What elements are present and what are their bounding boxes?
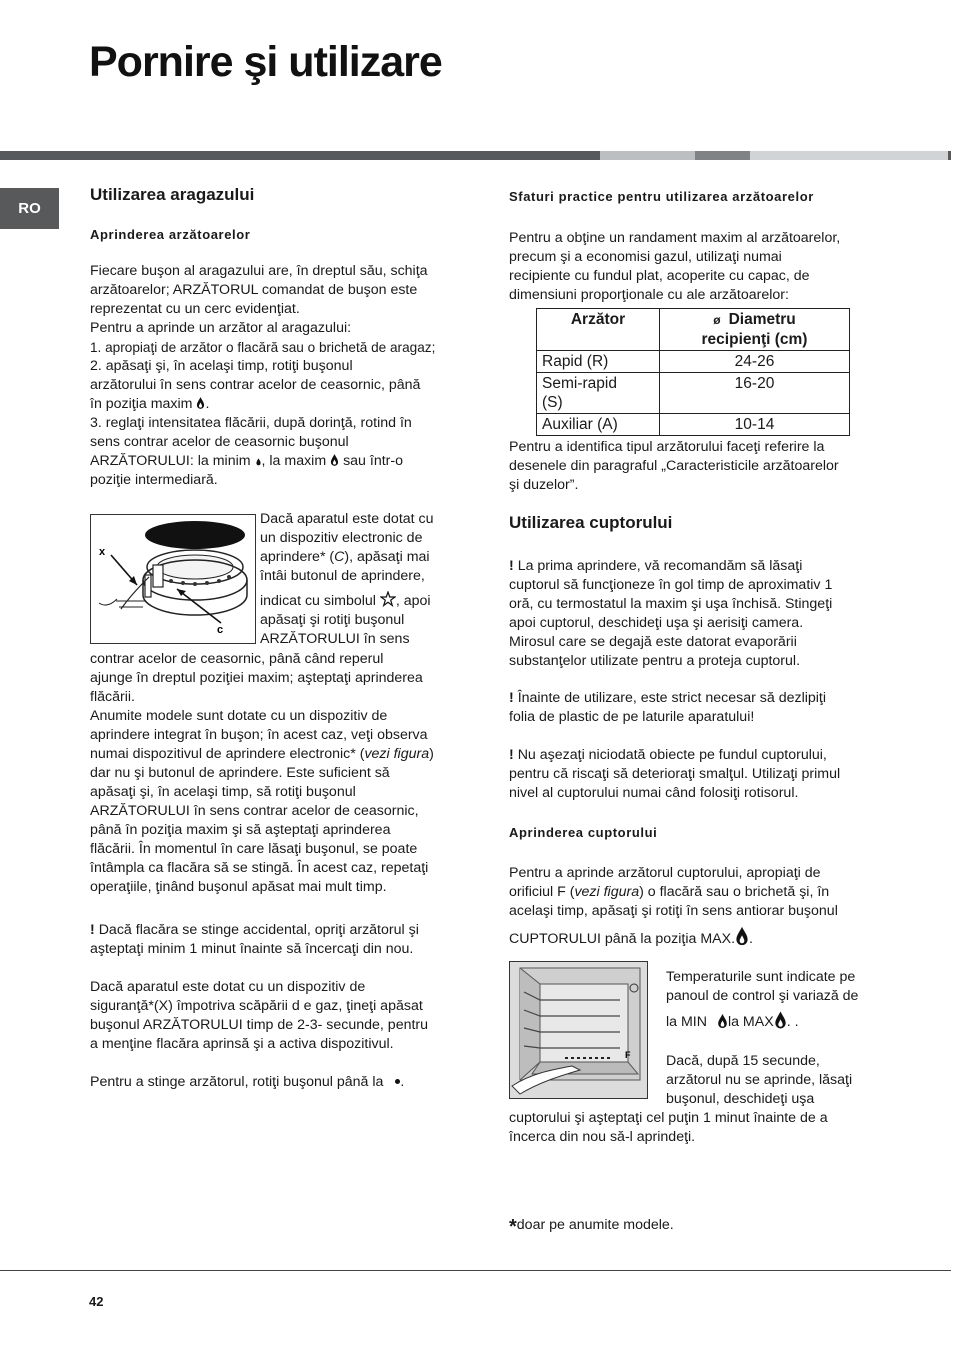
- flame-min-icon: [717, 1014, 728, 1028]
- flame-max-icon: [774, 1011, 787, 1029]
- text-line: arzătorului în sens contrar acelor de ceasornic, până: [90, 377, 421, 393]
- text-span: recipienţi (cm): [701, 331, 808, 348]
- text-span: Nu aşezaţi niciodată obiecte pe fundul cuptorului,: [517, 747, 827, 763]
- table-cell-diameter: 24-26: [660, 351, 850, 373]
- header-bar-light-2: [750, 151, 948, 160]
- tips-paragraph: [509, 229, 889, 305]
- temperature-text: [666, 968, 891, 1032]
- warning-mark: !: [509, 690, 514, 706]
- text-line: în poziţia maxim .: [90, 396, 210, 412]
- text-line: 2. apăsaţi şi, în acelaşi timp, rotiţi buşonul: [90, 358, 353, 374]
- subheading-burner-ignition: Aprinderea arzătoarelor: [90, 227, 251, 242]
- text-line: apoi cuptorul, deschideţi uşa şi aerisiţi camera.: [509, 615, 804, 631]
- text-span: Dacă flacăra se stinge accidental, opriţi arzătorul şi: [98, 922, 419, 938]
- text-line: un dispozitiv electronic de: [260, 530, 423, 546]
- section-heading-hob: Utilizarea aragazului: [90, 185, 255, 204]
- text-line: flăcării.: [90, 689, 135, 705]
- text-line: reprezentat cu un cerc evidenţiat.: [90, 301, 300, 317]
- text-line: [90, 745, 465, 764]
- text-line: [666, 1011, 891, 1032]
- text-line: flăcării. În momentul în care lăsaţi buşonul, se poate: [90, 841, 418, 857]
- text-span: ), apăsaţi mai: [344, 549, 430, 565]
- text-line: ajunge în dreptul poziţiei maxim; aşteptaţi aprinderea: [90, 670, 423, 686]
- header-bar-light-1: [600, 151, 695, 160]
- text-span: . .: [786, 1014, 799, 1030]
- warning-mark: !: [509, 558, 514, 574]
- table-cell-burner: Auxiliar (A): [537, 414, 660, 436]
- text-line: ARZĂTORULUI în sens contrar acelor de ceasornic,: [90, 803, 419, 819]
- text-line: Pentru a aprinde un arzător al aragazului:: [90, 320, 352, 336]
- table-cell-burner: [537, 373, 660, 414]
- text-span: CUPTORULUI până la poziţia MAX.: [509, 931, 736, 947]
- warning-oven-bottom: [509, 746, 889, 803]
- text-line: panoul de control şi variază de: [666, 988, 859, 1004]
- text-line: până în poziţia maxim şi să aşteptaţi aprinderea: [90, 822, 391, 838]
- page-title: Pornire şi utilizare: [89, 38, 442, 86]
- text-line: [509, 883, 889, 902]
- text-line: Mirosul care se degajă este datorat evaporării: [509, 634, 797, 650]
- text-line: Dacă aparatul este dotat cu: [260, 511, 434, 527]
- text-line: arzătoarelor; ARZĂTORUL comandat de buşon este: [90, 282, 418, 298]
- text-line: nivel al cuptorului numai când folosiţi rotisorul.: [509, 785, 799, 801]
- text-line: [90, 452, 465, 471]
- text-line: [260, 591, 465, 611]
- turn-off-paragraph: Pentru a stinge arzătorul, rotiţi buşonul până la .: [90, 1074, 405, 1090]
- text-span: vezi figura: [364, 746, 430, 762]
- integrated-ignition-paragraph: [90, 650, 465, 897]
- oven-illustration: [510, 962, 647, 1098]
- text-span: numai dispozitivul de aprindere electronic* (: [90, 746, 365, 762]
- text-span: la MIN: [666, 1014, 707, 1030]
- text-line: oră, cu termostatul la maxim şi uşa închisă. Stingeţi: [509, 596, 833, 612]
- section-heading-oven: Utilizarea cuptorului: [509, 513, 673, 532]
- text-line: şi duzelor”.: [509, 477, 579, 493]
- flame-max-icon: [196, 397, 205, 409]
- text-span: sau într-o: [343, 453, 403, 469]
- text-line: dar nu şi butonul de aprindere. Este suficient să: [90, 765, 390, 781]
- text-line: sens contrar acelor de ceasornic buşonul: [90, 434, 349, 450]
- warning-mark: !: [509, 747, 514, 763]
- text-line: contrar acelor de ceasornic, până când reperul: [90, 651, 384, 667]
- language-badge: RO: [0, 188, 59, 229]
- text-line: folia de plastic de pe laturile aparatului!: [509, 709, 755, 725]
- text-line: poziţie intermediară.: [90, 472, 218, 488]
- text-line: Dacă aparatul este dotat cu un dispozitiv de: [90, 979, 366, 995]
- text-line: CUPTORULUI până la poziţia MAX. .: [509, 926, 889, 949]
- warning-plastic-film: [509, 689, 889, 727]
- footnote: [509, 1216, 674, 1237]
- text-span: la MAX: [727, 1014, 774, 1030]
- column-header-burner: Arzător: [537, 309, 660, 351]
- footer-rule: [0, 1270, 951, 1271]
- identify-burner-paragraph: [509, 438, 889, 495]
- text-span: indicat cu simbolul: [260, 593, 376, 609]
- text-line: a menţine flacăra aprinsă şi a activa dispozitivul.: [90, 1036, 394, 1052]
- retry-text-lower: [509, 1109, 889, 1147]
- text-span: (S): [542, 394, 563, 411]
- text-line: siguranţă*(X) împotriva scăpării d e gaz, ţineţi apăsat: [90, 998, 423, 1014]
- text-line: recipiente cu fundul plat, acoperite cu capac, de: [509, 268, 810, 284]
- footnote-text: doar pe anumite modele.: [516, 1217, 674, 1233]
- flame-max-icon: [330, 454, 339, 466]
- spark-star-icon: [380, 591, 396, 607]
- page-number: 42: [89, 1294, 104, 1309]
- burner-ignition-figure: [90, 514, 256, 644]
- text-line: 1. apropiaţi de arzător o flacără sau o brichetă de aragaz;: [90, 340, 436, 355]
- table-cell-burner: Rapid (R): [537, 351, 660, 373]
- header-bar-mid: [695, 151, 750, 160]
- text-span: vezi figura: [574, 884, 640, 900]
- warning-mark: !: [90, 922, 95, 938]
- text-span: Pentru a stinge arzătorul, rotiţi buşonul până la: [90, 1074, 384, 1090]
- text-line: Pentru a aprinde arzătorul cuptorului, apropiaţi de: [509, 865, 821, 881]
- text-line: ARZĂTORULUI în sens: [260, 631, 410, 647]
- text-line: desenele din paragraful „Caracteristicile arzătoarelor: [509, 458, 839, 474]
- text-line: aşteptaţi minim 1 minut înainte să încercaţi din nou.: [90, 941, 414, 957]
- oven-ignition-figure: [509, 961, 648, 1099]
- text-line: Fiecare buşon al aragazului are, în dreptul său, schiţa: [90, 263, 428, 279]
- text-line: dimensiuni proporţionale cu ale arzătoarelor:: [509, 287, 789, 303]
- text-line: substanţelor utilizate pentru a proteja cuptorul.: [509, 653, 801, 669]
- burner-diameter-table: [536, 308, 850, 436]
- text-line: întâmpla ca flacăra să se stingă. În acest caz, repetaţi: [90, 860, 429, 876]
- text-span: aprindere* (: [260, 549, 335, 565]
- burner-illustration: [91, 515, 255, 643]
- text-line: [509, 746, 889, 765]
- text-line: buşonul, deschideţi uşa: [666, 1091, 815, 1107]
- text-line: cuptorul să funcţioneze în gol timp de aproximativ 1: [509, 577, 833, 593]
- flame-min-icon: [255, 457, 262, 466]
- header-bar-dark: [0, 151, 600, 160]
- text-line: precum şi a economisi gazul, utilizaţi numai: [509, 249, 782, 265]
- text-span: Diametru: [728, 311, 796, 328]
- text-span: Semi-rapid: [542, 375, 617, 392]
- text-line: acelaşi timp, apăsaţi şi rotiţi în sens antiorar buşonul: [509, 903, 838, 919]
- table-row: [537, 373, 850, 414]
- text-line: 3. reglaţi intensitatea flăcării, după dorinţă, rotind în: [90, 415, 412, 431]
- text-span: ): [429, 746, 434, 762]
- figure-label-c: c: [217, 624, 224, 636]
- text-line: Anumite modele sunt dotate cu un dispozitiv de: [90, 708, 388, 724]
- table-cell-diameter: 10-14: [660, 414, 850, 436]
- warning-first-use: [509, 557, 889, 671]
- footnote-star: *: [509, 1216, 517, 1238]
- column-header-diameter: [660, 309, 850, 351]
- warning-flame-out: [90, 921, 465, 959]
- text-span: orificiul F (: [509, 884, 575, 900]
- table-header-row: [537, 309, 850, 351]
- figure-label-x: x: [99, 546, 106, 558]
- text-line: apăsaţi şi, în acelaşi timp, să rotiţi buşonul: [90, 784, 356, 800]
- subheading-oven-ignition: Aprinderea cuptorului: [509, 825, 658, 840]
- text-span: , apoi: [395, 593, 431, 609]
- text-span: C: [334, 549, 345, 565]
- table-row: [537, 351, 850, 373]
- text-line: arzătorul nu se aprinde, lăsaţi: [666, 1072, 853, 1088]
- text-line: operaţiile, ţinând buşonul apăsat mai mult timp.: [90, 879, 387, 895]
- oven-ignition-paragraph: [509, 864, 889, 949]
- safety-device-paragraph: [90, 978, 465, 1054]
- text-line: [260, 548, 465, 567]
- table-cell-diameter: 16-20: [660, 373, 850, 414]
- text-line: Pentru a obţine un randament maxim al arzătoarelor,: [509, 230, 841, 246]
- text-line: încerca din nou să-l aprindeţi.: [509, 1129, 696, 1145]
- header-bar-end: [948, 151, 951, 160]
- text-line: aprindere integrat în buşon; în acest caz, veţi observa: [90, 727, 428, 743]
- text-line: apăsaţi şi rotiţi buşonul: [260, 612, 405, 628]
- retry-text-upper: [666, 1052, 891, 1109]
- text-line: cuptorului şi aşteptaţi cel puţin 1 minut înainte de a: [509, 1110, 828, 1126]
- text-line: [509, 689, 889, 708]
- table-row: [537, 414, 850, 436]
- text-span: La prima aprindere, vă recomandăm să lăsaţi: [517, 558, 803, 574]
- text-span: în poziţia maxim: [90, 396, 193, 412]
- figure-label-f: F: [625, 1050, 631, 1060]
- text-line: [90, 921, 465, 940]
- text-line: Pentru a identifica tipul arzătorului faceţi referire la: [509, 439, 825, 455]
- subheading-practical-tips: Sfaturi practice pentru utilizarea arzătoarelor: [509, 189, 814, 204]
- intro-paragraph: [90, 262, 465, 490]
- electronic-ignition-text: [260, 510, 465, 649]
- text-line: Dacă, după 15 secunde,: [666, 1053, 820, 1069]
- text-line: întâi butonul de aprindere,: [260, 568, 425, 584]
- text-span: ) o flacără sau o brichetă şi, în: [639, 884, 830, 900]
- text-span: ARZĂTORULUI: la minim: [90, 453, 251, 469]
- text-span: , la maxim: [261, 453, 327, 469]
- off-dot-icon: [395, 1079, 400, 1084]
- text-line: pentru că riscaţi să deterioraţi smalţul. Utilizaţi primul: [509, 766, 841, 782]
- text-span: Înainte de utilizare, este strict necesar să dezlipiţi: [517, 690, 827, 706]
- flame-max-icon: [735, 926, 749, 946]
- text-line: buşonul ARZĂTORULUI timp de 2-3- secunde, pentru: [90, 1017, 429, 1033]
- text-line: [509, 557, 889, 576]
- text-line: Temperaturile sunt indicate pe: [666, 969, 856, 985]
- diameter-icon: ø: [713, 313, 721, 327]
